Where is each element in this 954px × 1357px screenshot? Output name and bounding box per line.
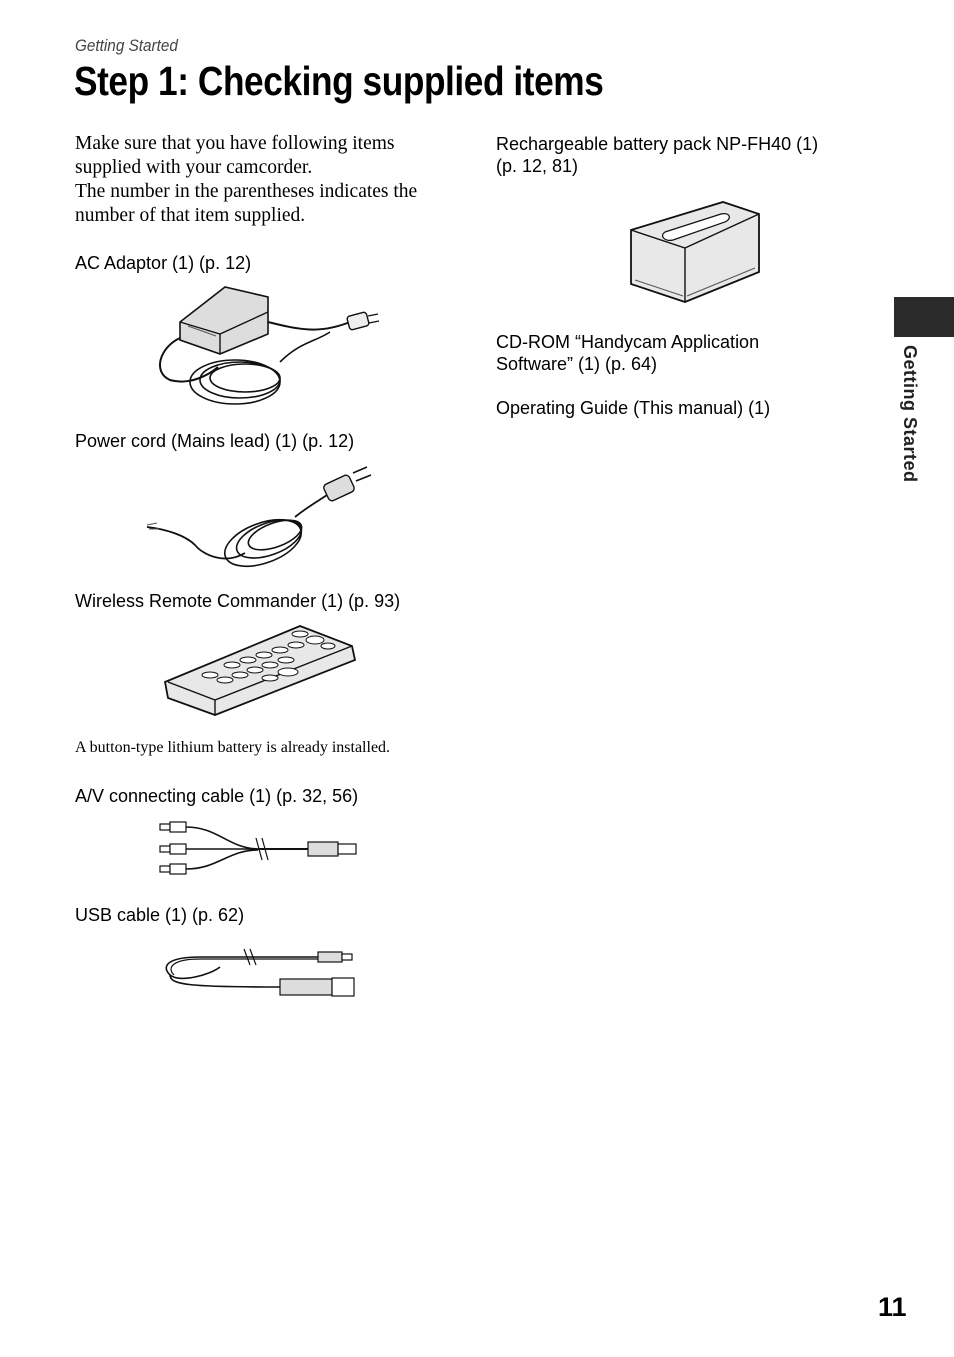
ac-adaptor-label: AC Adaptor (1) (p. 12)	[75, 253, 252, 273]
page-number: 11	[878, 1292, 907, 1322]
usb-cable-illustration	[160, 945, 360, 1005]
section-label: Getting Started	[75, 36, 178, 55]
intro-line-1: Make sure that you have following items supplied with your camcorder.	[75, 133, 395, 178]
battery-label-line-1: Rechargeable battery pack NP-FH40 (1)	[496, 134, 819, 154]
operating-guide-label: Operating Guide (This manual) (1)	[496, 398, 771, 418]
power-cord-label: Power cord (Mains lead) (1) (p. 12)	[75, 431, 355, 451]
av-cable-label: A/V connecting cable (1) (p. 32, 56)	[75, 786, 359, 806]
power-cord-illustration	[145, 455, 385, 575]
remote-battery-note: A button-type lithium battery is already installed.	[75, 739, 391, 756]
battery-illustration	[625, 192, 765, 307]
side-tab-label: Getting Started	[900, 345, 920, 483]
battery-label-line-2: (p. 12, 81)	[496, 156, 579, 176]
usb-cable-label: USB cable (1) (p. 62)	[75, 905, 245, 925]
remote-label: Wireless Remote Commander (1) (p. 93)	[75, 591, 401, 611]
side-tab-marker	[894, 297, 954, 337]
av-cable-illustration	[158, 818, 363, 878]
ac-adaptor-illustration	[150, 282, 390, 412]
page-title: Step 1: Checking supplied items	[74, 58, 604, 104]
remote-illustration	[160, 620, 360, 720]
intro-text	[75, 132, 455, 228]
intro-line-2: The number in the parentheses indicates the number of that item supplied.	[75, 181, 418, 226]
cdrom-label-line-2: Software” (1) (p. 64)	[496, 354, 658, 374]
cdrom-label-line-1: CD-ROM “Handycam Application	[496, 332, 760, 352]
